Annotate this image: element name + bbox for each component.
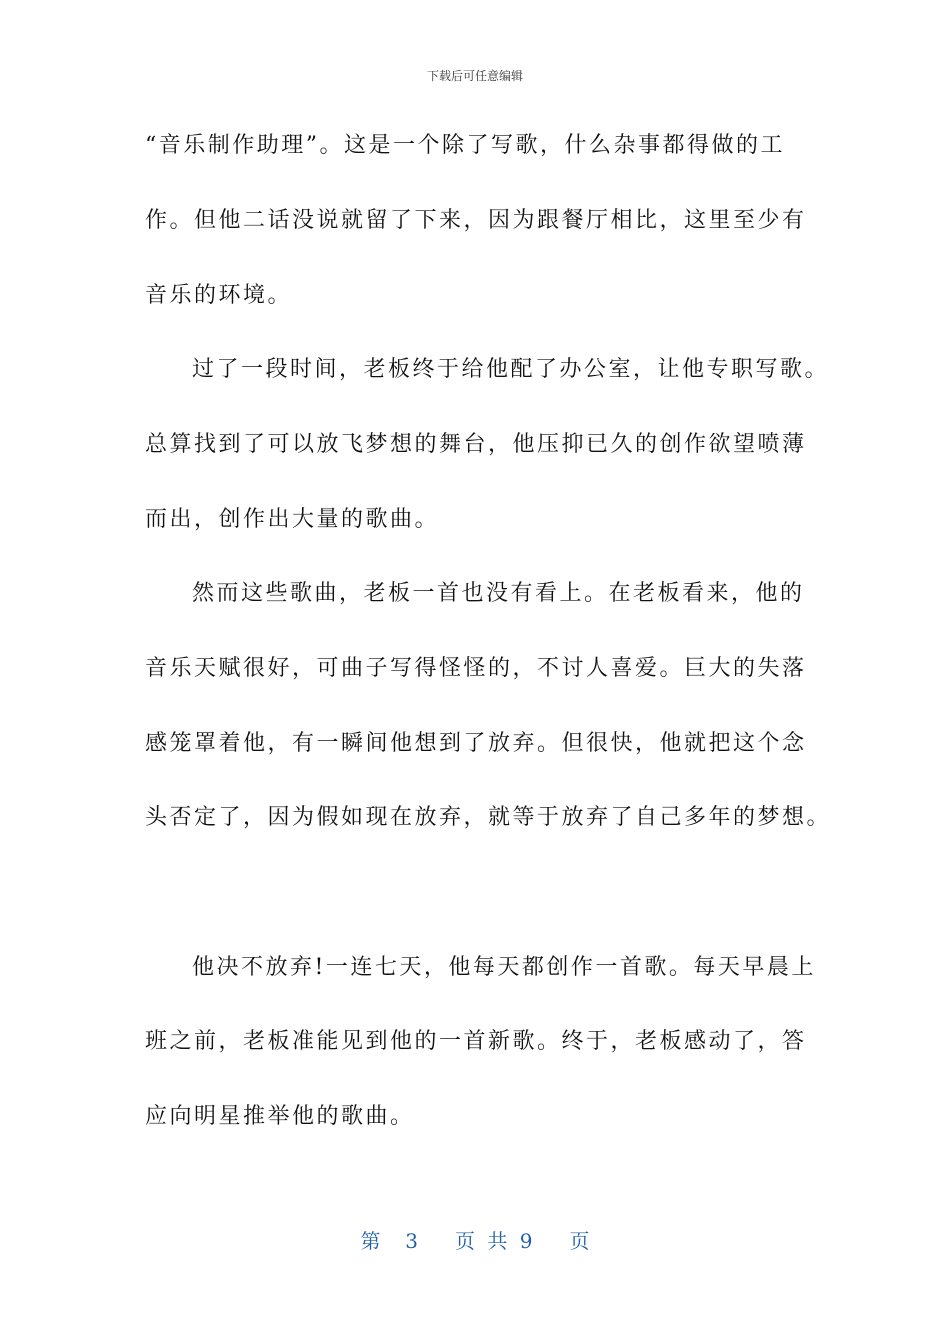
body-line: 班之前，老板准能见到他的一首新歌。终于，老板感动了，答 <box>145 1029 807 1054</box>
body-line: 感笼罩着他，有一瞬间他想到了放弃。但很快，他就把这个念 <box>145 731 807 756</box>
page-header: 下载后可任意编辑 <box>426 69 523 83</box>
body-line: 而出，创作出大量的歌曲。 <box>145 507 440 532</box>
page-footer <box>0 1225 950 1254</box>
body-line: 头否定了，因为假如现在放弃，就等于放弃了自己多年的梦想。 <box>145 805 832 830</box>
body-line: 过了一段时间，老板终于给他配了办公室，让他专职写歌。 <box>192 357 830 382</box>
body-line: 音乐的环境。 <box>145 283 293 308</box>
body-line: 然而这些歌曲，老板一首也没有看上。在老板看来，他的 <box>192 581 805 606</box>
body-line: 总算找到了可以放飞梦想的舞台，他压抑已久的创作欲望喷薄 <box>145 432 807 457</box>
body-line: “音乐制作助理”。这是一个除了写歌，什么杂事都得做的工 <box>145 133 785 158</box>
page-number: 第 3 页 共 9 页 <box>360 1229 590 1253</box>
body-line: 作。但他二话没说就留了下来，因为跟餐厅相比，这里至少有 <box>145 208 807 233</box>
body-line: 他决不放弃!一连七天，他每天都创作一首歌。每天早晨上 <box>192 955 816 980</box>
body-line: 音乐天赋很好，可曲子写得怪怪的，不讨人喜爱。巨大的失落 <box>145 656 807 681</box>
body-line: 应向明星推举他的歌曲。 <box>145 1104 415 1129</box>
